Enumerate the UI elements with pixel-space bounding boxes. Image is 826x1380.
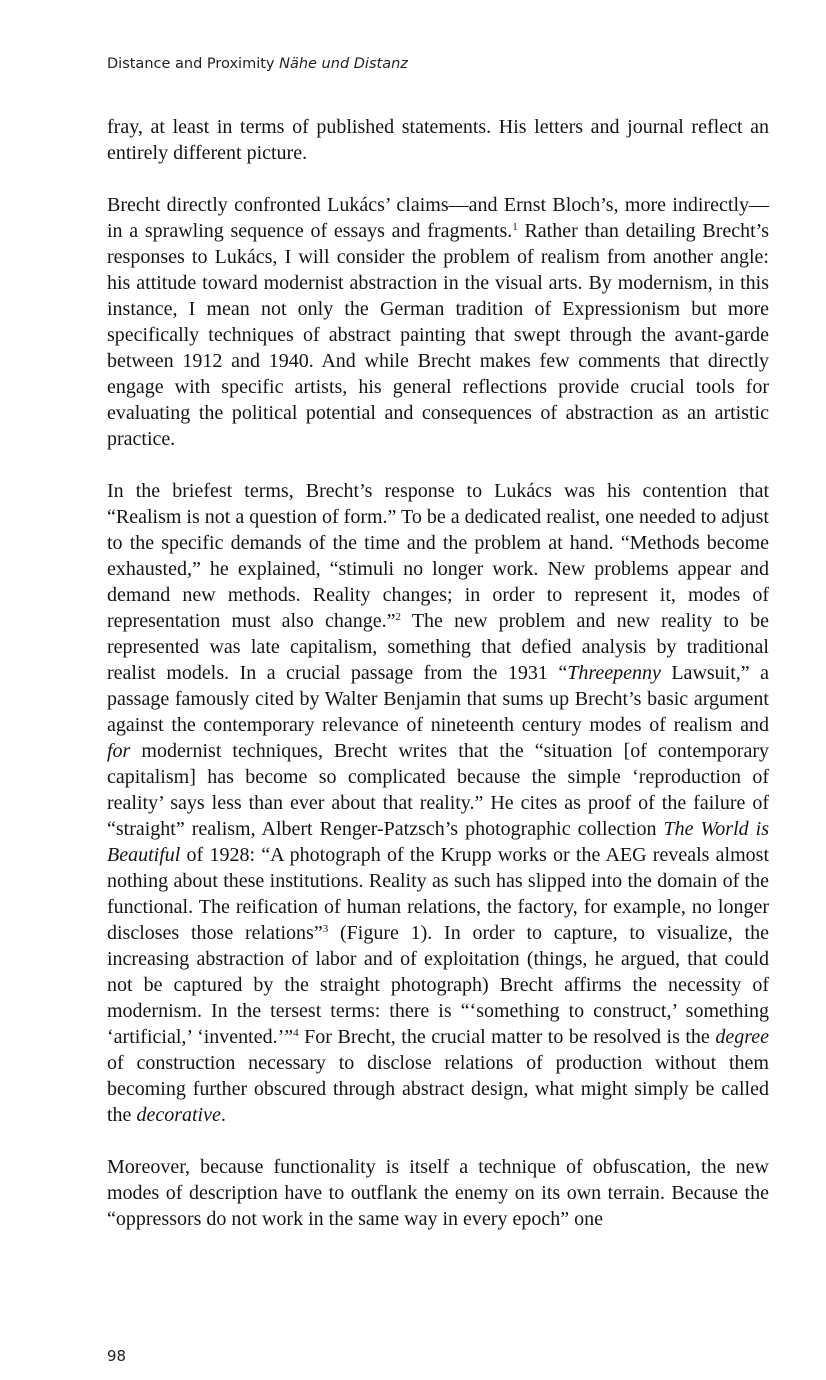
running-head-title-german: Nähe und Distanz — [279, 56, 408, 72]
paragraph — [107, 1154, 769, 1232]
running-head — [107, 56, 408, 72]
paragraph-text: In the briefest terms, Brecht’s response to Lukács was his contention that “Realism is not a question of form.” To be a dedicated realist, one needed to adjust to the specific demands of the time and the problem at hand. “Methods become exhausted,” he explained, “stimuli no longer work. New problems appear and demand new methods. Reality changes; in order to represent it, modes of representation must also change.” — [107, 480, 769, 632]
paragraph-text: of construction necessary to disclose relations of production without them becoming further obscured through abstract design, what might simply be called the — [107, 1052, 769, 1126]
footnote-marker: 3 — [322, 923, 329, 935]
italic-text: Threepenny — [567, 662, 661, 684]
page-number: 98 — [107, 1347, 127, 1365]
paragraph-text: modernist techniques, Brecht writes that the “situation [of contemporary capitalism] has become so complicated because the simple ‘reproduction of reality’ says less than ever about that reality.” He cites as proof of the failure of “straight” realism, Albert Renger-Patzsch’s photographic collection — [107, 740, 769, 840]
paragraph-text: The new problem and new reality to be represented was late capitalism, something that defied analysis by traditional realist models. In a crucial passage from the 1931 “ — [107, 610, 769, 684]
footnote-marker: 4 — [293, 1027, 299, 1039]
paragraph — [107, 478, 769, 1128]
paragraph — [107, 192, 769, 452]
paragraph-text: . — [220, 1104, 226, 1126]
italic-text: decorative — [136, 1104, 221, 1126]
paragraph-text: For Brecht, the crucial matter to be resolved is the — [298, 1026, 716, 1048]
paragraph-text: (Figure 1). In order to capture, to visualize, the increasing abstraction of labor and of exploitation (things, he argued, that could not be captured by the straight photograph) Brecht affirms the necessity of modernism. In the tersest terms: there is “‘something to construct,’ something ‘artificial,’ ‘invented.’” — [107, 922, 769, 1048]
paragraph-text: Brecht directly confronted Lukács’ claims—and Ernst Bloch’s, more indirectly—in a sprawling sequence of essays and fragments. — [107, 194, 769, 242]
footnote-marker: 1 — [512, 221, 518, 233]
paragraph-text: Moreover, because functionality is itself a technique of obfuscation, the new modes of description have to outflank the enemy on its own terrain. Because the “oppressors do not work in the same way in every epoch” one — [107, 1156, 769, 1230]
paragraph-text: of 1928: “A photograph of the Krupp works or the AEG reveals almost nothing about these institutions. Reality as such has slipped into the domain of the functional. The reification of human relations, the factory, for example, no longer discloses those relations” — [107, 844, 769, 944]
italic-text: for — [107, 740, 131, 762]
italic-text: degree — [715, 1026, 769, 1048]
paragraph-text: fray, at least in terms of published statements. His letters and journal reflect an entirely different picture. — [107, 116, 769, 164]
italic-text: The World is Beautiful — [107, 818, 769, 866]
paragraph — [107, 114, 769, 166]
paragraph-text: Rather than detailing Brecht’s responses to Lukács, I will consider the problem of realism from another angle: his attitude toward modernist abstraction in the visual arts. By modernism, in this instance, I mean not only the German tradition of Expressionism but more specifically techniques of abstract painting that swept through the avant-garde between 1912 and 1940. And while Brecht makes few comments that directly engage with specific artists, his general reflections provide crucial tools for evaluating the political potential and consequences of abstraction as an artistic practice. — [107, 220, 769, 450]
footnote-marker: 2 — [395, 611, 401, 623]
body-text — [107, 114, 769, 1258]
paragraph-text: Lawsuit,” a passage famously cited by Walter Benjamin that sums up Brecht’s basic argument against the contemporary relevance of nineteenth century modes of realism and — [107, 662, 770, 736]
running-head-title: Distance and Proximity — [107, 56, 275, 72]
